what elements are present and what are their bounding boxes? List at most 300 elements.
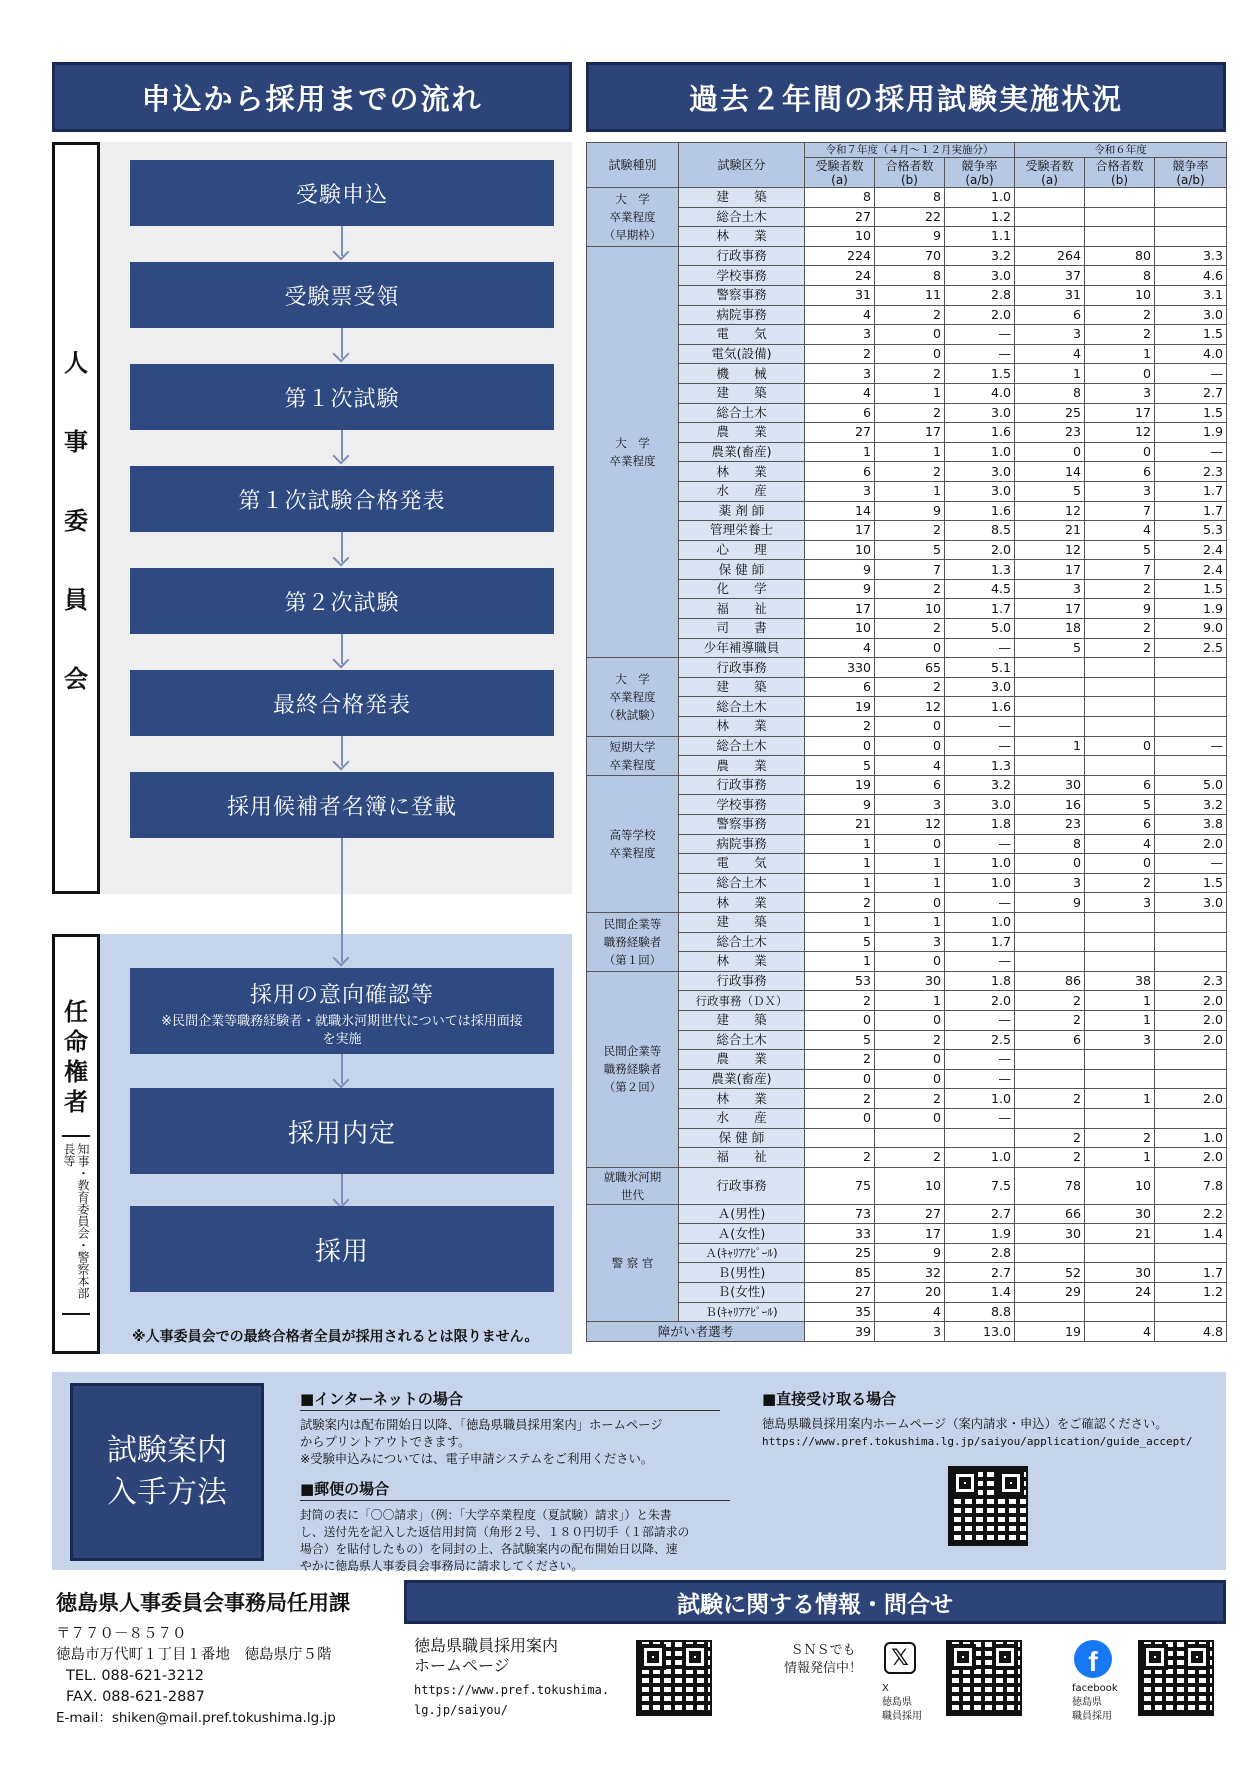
mail-section bbox=[300, 1478, 730, 1575]
value-cell: 4 bbox=[1015, 344, 1085, 364]
value-cell bbox=[1015, 952, 1085, 972]
value-cell bbox=[945, 1128, 1015, 1148]
site-qr-code-icon[interactable] bbox=[636, 1640, 712, 1716]
category-cell: 薬 剤 師 bbox=[679, 501, 805, 521]
th-sub: 受験者数 (a) bbox=[805, 158, 875, 188]
value-cell: 264 bbox=[1015, 246, 1085, 266]
value-cell: 0 bbox=[875, 325, 945, 345]
value-cell: 25 bbox=[1015, 403, 1085, 423]
value-cell: 0 bbox=[1085, 854, 1155, 874]
value-cell: 2.5 bbox=[945, 1030, 1015, 1050]
arrow-icon bbox=[341, 328, 343, 358]
table-row bbox=[587, 383, 1227, 403]
value-cell: 1.0 bbox=[945, 1089, 1015, 1109]
footer-org: 徳島県人事委員会事務局任用課 bbox=[56, 1591, 350, 1615]
value-cell: 3.0 bbox=[945, 677, 1015, 697]
value-cell: 1 bbox=[875, 854, 945, 874]
group-cell: 大 学 卒業程度 bbox=[587, 246, 679, 657]
value-cell: 1.5 bbox=[1155, 325, 1227, 345]
th-year2: 令和６年度 bbox=[1015, 143, 1227, 158]
category-cell: 電 気 bbox=[679, 854, 805, 874]
fb-label-3: 職員採用 bbox=[1072, 1711, 1112, 1722]
value-cell: 6 bbox=[805, 403, 875, 423]
value-cell: 2 bbox=[1015, 991, 1085, 1011]
x-logo-icon[interactable]: 𝕏 bbox=[884, 1642, 916, 1674]
value-cell: 2.0 bbox=[1155, 1089, 1227, 1109]
value-cell: 80 bbox=[1085, 246, 1155, 266]
value-cell: 2.0 bbox=[945, 305, 1015, 325]
value-cell: 1.9 bbox=[945, 1224, 1015, 1244]
value-cell: 3.2 bbox=[945, 775, 1015, 795]
category-cell: 警察事務 bbox=[679, 285, 805, 305]
category-cell: Ａ(ｷｬﾘｱｱﾋﾟｰﾙ) bbox=[679, 1243, 805, 1263]
value-cell: 29 bbox=[1015, 1283, 1085, 1303]
value-cell: 2.7 bbox=[945, 1204, 1015, 1224]
footer-tel: TEL. 088-621-3212 bbox=[66, 1668, 205, 1684]
value-cell: 1 bbox=[1085, 1148, 1155, 1168]
value-cell: — bbox=[945, 325, 1015, 345]
value-cell: 2.7 bbox=[945, 1263, 1015, 1283]
value-cell: 1.0 bbox=[945, 188, 1015, 208]
value-cell: 4.5 bbox=[945, 579, 1015, 599]
value-cell: 2 bbox=[1015, 1010, 1085, 1030]
direct-text: 徳島県職員採用案内ホームページ（案内請求・申込）をご確認ください。 bbox=[762, 1417, 1168, 1431]
value-cell: 1.0 bbox=[945, 873, 1015, 893]
value-cell: 8 bbox=[1015, 834, 1085, 854]
value-cell: 17 bbox=[805, 521, 875, 541]
category-cell: 機 械 bbox=[679, 364, 805, 384]
footer-bar: 試験に関する情報・問合せ bbox=[404, 1580, 1226, 1624]
value-cell: 0 bbox=[1015, 854, 1085, 874]
mail-text-1: 封筒の表に「〇〇請求」（例：「大学卒業程度（夏試験）請求」）と朱書 bbox=[300, 1508, 672, 1522]
value-cell: 1.5 bbox=[1155, 873, 1227, 893]
value-cell: 3 bbox=[805, 325, 875, 345]
value-cell: 4 bbox=[805, 305, 875, 325]
arrow-icon bbox=[341, 838, 343, 962]
value-cell bbox=[1085, 697, 1155, 717]
table-row bbox=[587, 423, 1227, 443]
value-cell: 17 bbox=[875, 1224, 945, 1244]
category-cell: 総合土木 bbox=[679, 1030, 805, 1050]
value-cell: 86 bbox=[1015, 971, 1085, 991]
side-label-char: 事 bbox=[64, 427, 88, 456]
category-cell: 総合土木 bbox=[679, 207, 805, 227]
value-cell: 5 bbox=[1085, 795, 1155, 815]
value-cell bbox=[1155, 207, 1227, 227]
value-cell: 0 bbox=[1085, 364, 1155, 384]
value-cell bbox=[1015, 1108, 1085, 1128]
table-row bbox=[587, 1089, 1227, 1109]
category-cell: 林 業 bbox=[679, 717, 805, 737]
value-cell: 2 bbox=[1015, 1089, 1085, 1109]
value-cell: 6 bbox=[805, 677, 875, 697]
value-cell: — bbox=[945, 1069, 1015, 1089]
value-cell: 19 bbox=[1015, 1322, 1085, 1342]
table-row bbox=[587, 1263, 1227, 1283]
value-cell: 1.0 bbox=[945, 912, 1015, 932]
mail-heading: ■郵便の場合 bbox=[300, 1478, 730, 1501]
value-cell: 1.8 bbox=[945, 971, 1015, 991]
qr-code-icon[interactable] bbox=[948, 1466, 1028, 1546]
value-cell: 10 bbox=[805, 540, 875, 560]
category-cell: 林 業 bbox=[679, 1089, 805, 1109]
table-row bbox=[587, 795, 1227, 815]
value-cell: 9 bbox=[805, 560, 875, 580]
table-row bbox=[587, 854, 1227, 874]
value-cell: 2.8 bbox=[945, 1243, 1015, 1263]
table-row bbox=[587, 697, 1227, 717]
table-row bbox=[587, 717, 1227, 737]
th-type: 試験種別 bbox=[587, 143, 679, 188]
side-label-sub: 知事・教育委員会・警察本部長等 bbox=[62, 1135, 90, 1315]
table-row bbox=[587, 1128, 1227, 1148]
value-cell: — bbox=[1155, 442, 1227, 462]
category-cell: 心 理 bbox=[679, 540, 805, 560]
category-cell: 林 業 bbox=[679, 462, 805, 482]
arrow-icon bbox=[341, 736, 343, 766]
value-cell bbox=[1155, 697, 1227, 717]
value-cell: 5.3 bbox=[1155, 521, 1227, 541]
value-cell: 8 bbox=[875, 266, 945, 286]
step8-title: 採用の意向確認等 bbox=[249, 983, 434, 1008]
value-cell: 1.4 bbox=[1155, 1224, 1227, 1244]
value-cell bbox=[1015, 1050, 1085, 1070]
value-cell: 9 bbox=[805, 795, 875, 815]
mail-text-4: やかに徳島県人事委員会事務局に請求してください。 bbox=[300, 1559, 584, 1573]
value-cell: 1.5 bbox=[945, 364, 1015, 384]
value-cell: 75 bbox=[805, 1167, 875, 1204]
value-cell: 9 bbox=[1015, 893, 1085, 913]
table-row bbox=[587, 619, 1227, 639]
internet-heading: ■インターネットの場合 bbox=[300, 1388, 720, 1411]
table-row bbox=[587, 207, 1227, 227]
category-cell: 総合土木 bbox=[679, 932, 805, 952]
category-cell: 学校事務 bbox=[679, 266, 805, 286]
value-cell: 1 bbox=[805, 854, 875, 874]
value-cell: 0 bbox=[875, 1108, 945, 1128]
value-cell: 1 bbox=[1015, 364, 1085, 384]
value-cell bbox=[1155, 912, 1227, 932]
value-cell: 18 bbox=[1015, 619, 1085, 639]
value-cell: 19 bbox=[805, 697, 875, 717]
value-cell: 2.0 bbox=[1155, 1030, 1227, 1050]
value-cell bbox=[1015, 1243, 1085, 1263]
value-cell: — bbox=[945, 638, 1015, 658]
value-cell: 1.6 bbox=[945, 423, 1015, 443]
step8-box bbox=[130, 968, 554, 1054]
value-cell: 25 bbox=[805, 1243, 875, 1263]
category-cell: 化 学 bbox=[679, 579, 805, 599]
value-cell bbox=[1155, 658, 1227, 678]
value-cell: 2 bbox=[805, 1148, 875, 1168]
value-cell: 19 bbox=[805, 775, 875, 795]
value-cell bbox=[1085, 227, 1155, 247]
side-label-char: 人 bbox=[64, 348, 88, 377]
facebook-logo-icon[interactable]: f bbox=[1074, 1640, 1112, 1678]
group-cell: 就職氷河期 世代 bbox=[587, 1167, 679, 1204]
category-cell: 行政事務 bbox=[679, 775, 805, 795]
value-cell: 7 bbox=[1085, 501, 1155, 521]
category-cell: 総合土木 bbox=[679, 697, 805, 717]
value-cell: 17 bbox=[875, 423, 945, 443]
value-cell: 8 bbox=[1015, 383, 1085, 403]
side-label-char: 委 bbox=[64, 506, 88, 535]
direct-url[interactable]: https://www.pref.tokushima.lg.jp/saiyou/application/guide_accept/ bbox=[762, 1435, 1193, 1448]
value-cell: 330 bbox=[805, 658, 875, 678]
value-cell: 0 bbox=[875, 638, 945, 658]
value-cell: 1.8 bbox=[945, 815, 1015, 835]
value-cell: 30 bbox=[1015, 775, 1085, 795]
value-cell bbox=[1015, 756, 1085, 776]
value-cell: 3.1 bbox=[1155, 285, 1227, 305]
arrow-icon bbox=[341, 226, 343, 256]
table-row bbox=[587, 1204, 1227, 1224]
group-cell: 民間企業等 職務経験者 （第１回） bbox=[587, 912, 679, 971]
value-cell: 1 bbox=[875, 383, 945, 403]
value-cell: 2.0 bbox=[945, 540, 1015, 560]
table-row bbox=[587, 1108, 1227, 1128]
site-url-1[interactable]: https://www.pref.tokushima. bbox=[414, 1683, 610, 1697]
value-cell: 3 bbox=[1015, 873, 1085, 893]
value-cell: 3.0 bbox=[945, 481, 1015, 501]
value-cell: 1.7 bbox=[945, 599, 1015, 619]
value-cell: 1.0 bbox=[945, 854, 1015, 874]
table-row bbox=[587, 775, 1227, 795]
value-cell: 4.8 bbox=[1155, 1322, 1227, 1342]
value-cell: 32 bbox=[875, 1263, 945, 1283]
side-label-char: 者 bbox=[64, 1088, 88, 1116]
table-row bbox=[587, 579, 1227, 599]
value-cell: 20 bbox=[875, 1283, 945, 1303]
footer-fax: FAX. 088-621-2887 bbox=[66, 1689, 205, 1705]
value-cell: 1.5 bbox=[1155, 579, 1227, 599]
table-row bbox=[587, 1050, 1227, 1070]
value-cell: 5 bbox=[1015, 638, 1085, 658]
value-cell: 2 bbox=[1085, 325, 1155, 345]
category-cell: 福 祉 bbox=[679, 1148, 805, 1168]
value-cell: 1.7 bbox=[1155, 501, 1227, 521]
value-cell: 9 bbox=[805, 579, 875, 599]
table-row bbox=[587, 658, 1227, 678]
value-cell: 10 bbox=[875, 1167, 945, 1204]
category-cell: 農業(畜産) bbox=[679, 442, 805, 462]
value-cell: 1 bbox=[805, 952, 875, 972]
flow-step-box: 採用候補者名簿に登載 bbox=[130, 772, 554, 838]
value-cell bbox=[1155, 756, 1227, 776]
value-cell: 2 bbox=[1085, 305, 1155, 325]
internet-text-3: ※受験申込みについては、電子申請システムをご利用ください。 bbox=[300, 1452, 654, 1466]
mail-text-2: し、送付先を記入した返信用封筒（角形２号、１８０円切手（１部請求の bbox=[300, 1525, 690, 1539]
value-cell: 17 bbox=[805, 599, 875, 619]
value-cell: 2 bbox=[1085, 638, 1155, 658]
value-cell bbox=[1155, 952, 1227, 972]
value-cell bbox=[1085, 1069, 1155, 1089]
value-cell: 1.0 bbox=[945, 442, 1015, 462]
value-cell: 12 bbox=[1085, 423, 1155, 443]
value-cell: 2 bbox=[875, 462, 945, 482]
value-cell: 1 bbox=[1085, 1089, 1155, 1109]
value-cell: 1.0 bbox=[945, 1148, 1015, 1168]
value-cell: 3.0 bbox=[1155, 305, 1227, 325]
table-row bbox=[587, 521, 1227, 541]
value-cell bbox=[1085, 1108, 1155, 1128]
sns-line1: ＳＮＳでも bbox=[790, 1643, 856, 1658]
value-cell bbox=[1155, 717, 1227, 737]
value-cell: 5.0 bbox=[945, 619, 1015, 639]
category-cell: Ｂ(ｷｬﾘｱｱﾋﾟｰﾙ) bbox=[679, 1302, 805, 1322]
th-year1: 令和７年度（４月～１２月実施分） bbox=[805, 143, 1015, 158]
value-cell: 2 bbox=[805, 1050, 875, 1070]
table-row bbox=[587, 756, 1227, 776]
site-sub: ホームページ bbox=[414, 1656, 510, 1675]
value-cell: 2 bbox=[875, 403, 945, 423]
category-cell: 警察事務 bbox=[679, 815, 805, 835]
footer-email[interactable]: E-mail：shiken@mail.pref.tokushima.lg.jp bbox=[56, 1710, 336, 1726]
category-cell: Ａ(女性) bbox=[679, 1224, 805, 1244]
th-sub: 合格者数 (b) bbox=[1085, 158, 1155, 188]
value-cell: 2.4 bbox=[1155, 540, 1227, 560]
value-cell: — bbox=[945, 893, 1015, 913]
value-cell: 24 bbox=[805, 266, 875, 286]
value-cell: 8 bbox=[805, 188, 875, 208]
sns-block bbox=[784, 1642, 862, 1678]
value-cell: 3 bbox=[1085, 893, 1155, 913]
value-cell: 52 bbox=[1015, 1263, 1085, 1283]
category-cell: Ｂ(女性) bbox=[679, 1283, 805, 1303]
table-row bbox=[587, 952, 1227, 972]
value-cell: 2.5 bbox=[1155, 638, 1227, 658]
category-cell: Ａ(男性) bbox=[679, 1204, 805, 1224]
table-row bbox=[587, 932, 1227, 952]
flow-step-box: 第１次試験合格発表 bbox=[130, 466, 554, 532]
value-cell bbox=[1015, 912, 1085, 932]
value-cell: 27 bbox=[805, 423, 875, 443]
value-cell: 1 bbox=[1015, 736, 1085, 756]
value-cell: 38 bbox=[1085, 971, 1155, 991]
value-cell: 10 bbox=[1085, 1167, 1155, 1204]
value-cell bbox=[1155, 1069, 1227, 1089]
value-cell: 0 bbox=[875, 1069, 945, 1089]
category-cell: 建 築 bbox=[679, 677, 805, 697]
table-row bbox=[587, 325, 1227, 345]
value-cell: 7.5 bbox=[945, 1167, 1015, 1204]
step8-note: ※民間企業等職務経験者・就職氷河期世代については採用面接を実施 bbox=[161, 1014, 523, 1047]
value-cell: 3 bbox=[805, 481, 875, 501]
category-cell: 行政事務 bbox=[679, 246, 805, 266]
th-sub: 競争率 (a/b) bbox=[945, 158, 1015, 188]
value-cell bbox=[1015, 227, 1085, 247]
table-row bbox=[587, 481, 1227, 501]
value-cell: 1 bbox=[875, 991, 945, 1011]
value-cell: 65 bbox=[875, 658, 945, 678]
value-cell: 1.6 bbox=[945, 501, 1015, 521]
flow-note: ※人事委員会での最終合格者全員が採用されるとは限りません。 bbox=[132, 1329, 539, 1345]
value-cell: 1.3 bbox=[945, 560, 1015, 580]
x-qr-code-icon[interactable] bbox=[946, 1640, 1022, 1716]
table-row bbox=[587, 1283, 1227, 1303]
flow-step-box: 第２次試験 bbox=[130, 568, 554, 634]
value-cell: 1 bbox=[805, 873, 875, 893]
arrow-icon bbox=[341, 532, 343, 562]
value-cell bbox=[1155, 227, 1227, 247]
value-cell: 3.0 bbox=[1155, 893, 1227, 913]
value-cell: 35 bbox=[805, 1302, 875, 1322]
category-cell: 農 業 bbox=[679, 756, 805, 776]
value-cell: 0 bbox=[875, 893, 945, 913]
value-cell: 5 bbox=[1085, 540, 1155, 560]
value-cell: 2.3 bbox=[1155, 462, 1227, 482]
arrow-icon bbox=[341, 430, 343, 460]
value-cell: 1 bbox=[875, 873, 945, 893]
value-cell bbox=[1155, 188, 1227, 208]
site-url-2[interactable]: lg.jp/saiyou/ bbox=[414, 1703, 508, 1717]
category-cell: 総合土木 bbox=[679, 403, 805, 423]
value-cell: 21 bbox=[1085, 1224, 1155, 1244]
value-cell: 0 bbox=[805, 736, 875, 756]
table-row bbox=[587, 1030, 1227, 1050]
group-cell: 警 察 官 bbox=[587, 1204, 679, 1322]
side-label-appointer bbox=[52, 934, 100, 1354]
value-cell: 3 bbox=[805, 364, 875, 384]
value-cell: 9.0 bbox=[1155, 619, 1227, 639]
facebook-qr-code-icon[interactable] bbox=[1138, 1640, 1214, 1716]
value-cell: — bbox=[945, 736, 1015, 756]
value-cell: 3.0 bbox=[945, 266, 1015, 286]
group-cell: 高等学校 卒業程度 bbox=[587, 775, 679, 912]
category-cell: 行政事務 bbox=[679, 971, 805, 991]
value-cell: 30 bbox=[1085, 1263, 1155, 1283]
category-cell: 農業(畜産) bbox=[679, 1069, 805, 1089]
value-cell: 1 bbox=[805, 912, 875, 932]
side-label-char: 任 bbox=[64, 998, 88, 1026]
value-cell bbox=[1085, 912, 1155, 932]
value-cell: 8 bbox=[875, 188, 945, 208]
category-cell: 建 築 bbox=[679, 383, 805, 403]
value-cell: 2 bbox=[875, 1030, 945, 1050]
value-cell: 2.0 bbox=[1155, 834, 1227, 854]
flow-step-box: 最終合格発表 bbox=[130, 670, 554, 736]
value-cell: 4.0 bbox=[1155, 344, 1227, 364]
value-cell: 2.0 bbox=[1155, 991, 1227, 1011]
table-row bbox=[587, 971, 1227, 991]
table-row bbox=[587, 540, 1227, 560]
value-cell bbox=[1085, 188, 1155, 208]
fb-label-1: facebook bbox=[1072, 1683, 1118, 1694]
table-row bbox=[587, 893, 1227, 913]
table-row bbox=[587, 462, 1227, 482]
value-cell: 4.0 bbox=[945, 383, 1015, 403]
fb-label-2: 徳島県 bbox=[1072, 1697, 1102, 1708]
value-cell: 30 bbox=[1085, 1204, 1155, 1224]
value-cell: 0 bbox=[875, 1010, 945, 1030]
value-cell: 3 bbox=[1015, 579, 1085, 599]
th-sub: 競争率 (a/b) bbox=[1155, 158, 1227, 188]
value-cell bbox=[1155, 1243, 1227, 1263]
flow-step-box: 受験申込 bbox=[130, 160, 554, 226]
value-cell: 14 bbox=[805, 501, 875, 521]
value-cell: 5.1 bbox=[945, 658, 1015, 678]
side-label-commission bbox=[52, 142, 100, 894]
value-cell bbox=[1155, 677, 1227, 697]
category-cell: 建 築 bbox=[679, 188, 805, 208]
category-cell: 学校事務 bbox=[679, 795, 805, 815]
value-cell: 2 bbox=[1015, 1128, 1085, 1148]
value-cell: 2 bbox=[1085, 1128, 1155, 1148]
category-cell: 総合土木 bbox=[679, 736, 805, 756]
value-cell: 2.2 bbox=[1155, 1204, 1227, 1224]
internet-section bbox=[300, 1388, 720, 1468]
value-cell bbox=[1085, 1243, 1155, 1263]
